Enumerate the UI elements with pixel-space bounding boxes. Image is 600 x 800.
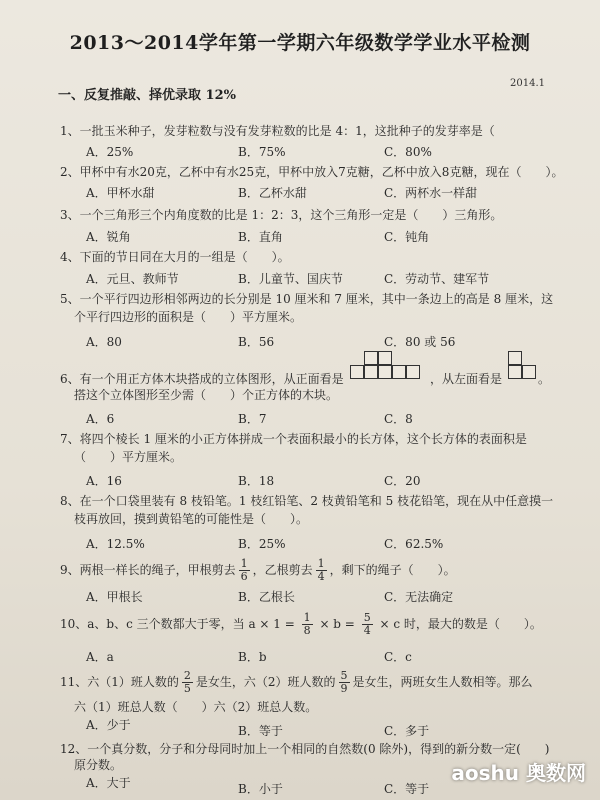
question-11-text-3: 是女生，两班女生人数相等。那么 (352, 675, 533, 689)
option-c: C．8 (384, 412, 413, 426)
question-5-line-2: 个平行四边形的面积是（ ）平方厘米。 (74, 310, 303, 324)
question-9-text-2: ，乙根剪去 (252, 563, 313, 577)
question-9-text-3: ，剩下的绳子（ ）。 (329, 563, 456, 577)
option-a: A．少于 (86, 718, 131, 732)
option-c: C．80 或 56 (384, 335, 456, 349)
question-11-text-2: 是女生，六（2）班人数的 (195, 675, 336, 689)
option-a: A．6 (86, 412, 115, 426)
option-b: B．7 (238, 412, 267, 426)
question-12-line-1: 12、一个真分数，分子和分母同时加上一个相同的自然数(0 除外)，得到的新分数一定( ) (60, 742, 550, 756)
question-4: 4、下面的节日同在大月的一组是（ ）。 (60, 250, 290, 264)
question-8-line-1: 8、在一个口袋里装有 8 枝铅笔。1 枝红铅笔、2 枝黄铅笔和 5 枝花铅笔，现在从中任意摸一 (60, 494, 554, 508)
question-5-line-1: 5、一个平行四边形相邻两边的长分别是 10 厘米和 7 厘米，其中一条边上的高是 8 厘米，这 (60, 292, 554, 306)
exam-date: 2014.1 (510, 78, 545, 89)
watermark-logo: aoshu 奥数网 (451, 761, 586, 785)
option-c: C．62.5% (384, 537, 444, 551)
option-b: B．b (238, 650, 267, 664)
question-9-text-1: 9、两根一样长的绳子，甲根剪去 (60, 563, 236, 577)
question-6-text-2: ，从左面看是 (430, 372, 503, 386)
fraction: $\frac{1}{4}$ (317, 557, 325, 583)
option-c: C．劳动节、建军节 (384, 272, 490, 286)
option-c: C．无法确定 (384, 590, 454, 604)
question-11 (60, 670, 580, 695)
option-a: A．锐角 (86, 230, 131, 244)
option-b: B．等于 (238, 724, 283, 738)
question-6-line-2: 搭这个立体图形至少需（ ）个正方体的木块。 (74, 388, 339, 402)
option-c: C．等于 (384, 782, 430, 796)
option-b: B．56 (238, 335, 275, 349)
option-b: B．乙杯水甜 (238, 186, 307, 200)
option-b: B．18 (238, 474, 275, 488)
option-a: A．a (86, 650, 114, 664)
question-10-text-2: × b = (315, 617, 359, 631)
question-10-text-1: 10、a、b、c 三个数都大于零，当 a × 1 = (60, 617, 299, 631)
section-heading: 一、反复推敲、择优录取 12% (58, 88, 236, 103)
option-b: B．儿童节、国庆节 (238, 272, 343, 286)
page-title: 2013～2014学年第一学期六年级数学学业水平检测 (69, 32, 531, 54)
question-10-text-3: × c 时，最大的数是（ ）。 (375, 617, 542, 631)
option-c: C．80% (384, 145, 432, 159)
option-a: A．甲根长 (86, 590, 143, 604)
option-c: C．两杯水一样甜 (384, 186, 478, 200)
fraction: $\frac{1}{6}$ (240, 557, 248, 583)
fraction: $\frac{5}{4}$ (363, 611, 371, 637)
question-3: 3、一个三角形三个内角度数的比是 1：2：3，这个三角形一定是（ ）三角形。 (60, 208, 503, 222)
option-b: B．直角 (238, 230, 283, 244)
option-c: C．20 (384, 474, 421, 488)
question-11-line-2: 六（1）班总人数（ ）六（2）班总人数。 (74, 700, 318, 714)
option-c: C．多于 (384, 724, 430, 738)
option-a: A．大于 (86, 776, 131, 790)
question-11-text-1: 11、六（1）班人数的 (60, 675, 179, 689)
question-8-line-2: 枝再放回，摸到黄铅笔的可能性是（ ）。 (74, 512, 309, 526)
option-a: A．16 (86, 474, 122, 488)
question-7-line-1: 7、将四个棱长 1 厘米的小正方体拼成一个表面积最小的长方体，这个长方体的表面积是 (60, 432, 527, 446)
option-a: A．元旦、教师节 (86, 272, 179, 286)
question-2: 2、甲杯中有水20克，乙杯中有水25克，甲杯中放入7克糖，乙杯中放入8克糖，现在（ ）。 (60, 165, 564, 179)
option-a: A．80 (86, 335, 122, 349)
option-b: B．25% (238, 537, 286, 551)
option-c: C．钝角 (384, 230, 430, 244)
question-7-line-2: （ ）平方厘米。 (74, 450, 183, 464)
question-6-text-3: 。 (538, 372, 551, 386)
question-12-line-2: 原分数。 (74, 758, 123, 772)
option-a: A．12.5% (86, 537, 145, 551)
option-a: A．甲杯水甜 (86, 186, 155, 200)
option-a: A．25% (86, 145, 134, 159)
option-b: B．75% (238, 145, 286, 159)
fraction: $\frac{5}{9}$ (340, 669, 348, 695)
option-b: B．小于 (238, 782, 283, 796)
question-1: 1、一批玉米种子，发芽粒数与没有发芽粒数的比是 4：1，这批种子的发芽率是（ (60, 124, 495, 138)
fraction: $\frac{2}{5}$ (183, 669, 191, 695)
question-10 (60, 612, 580, 637)
fraction: $\frac{1}{8}$ (303, 611, 311, 637)
question-6-text-1: 6、有一个用正方体木块搭成的立体图形，从正面看是 (60, 372, 344, 386)
option-c: C．c (384, 650, 412, 664)
option-b: B．乙根长 (238, 590, 295, 604)
question-9 (60, 558, 580, 583)
